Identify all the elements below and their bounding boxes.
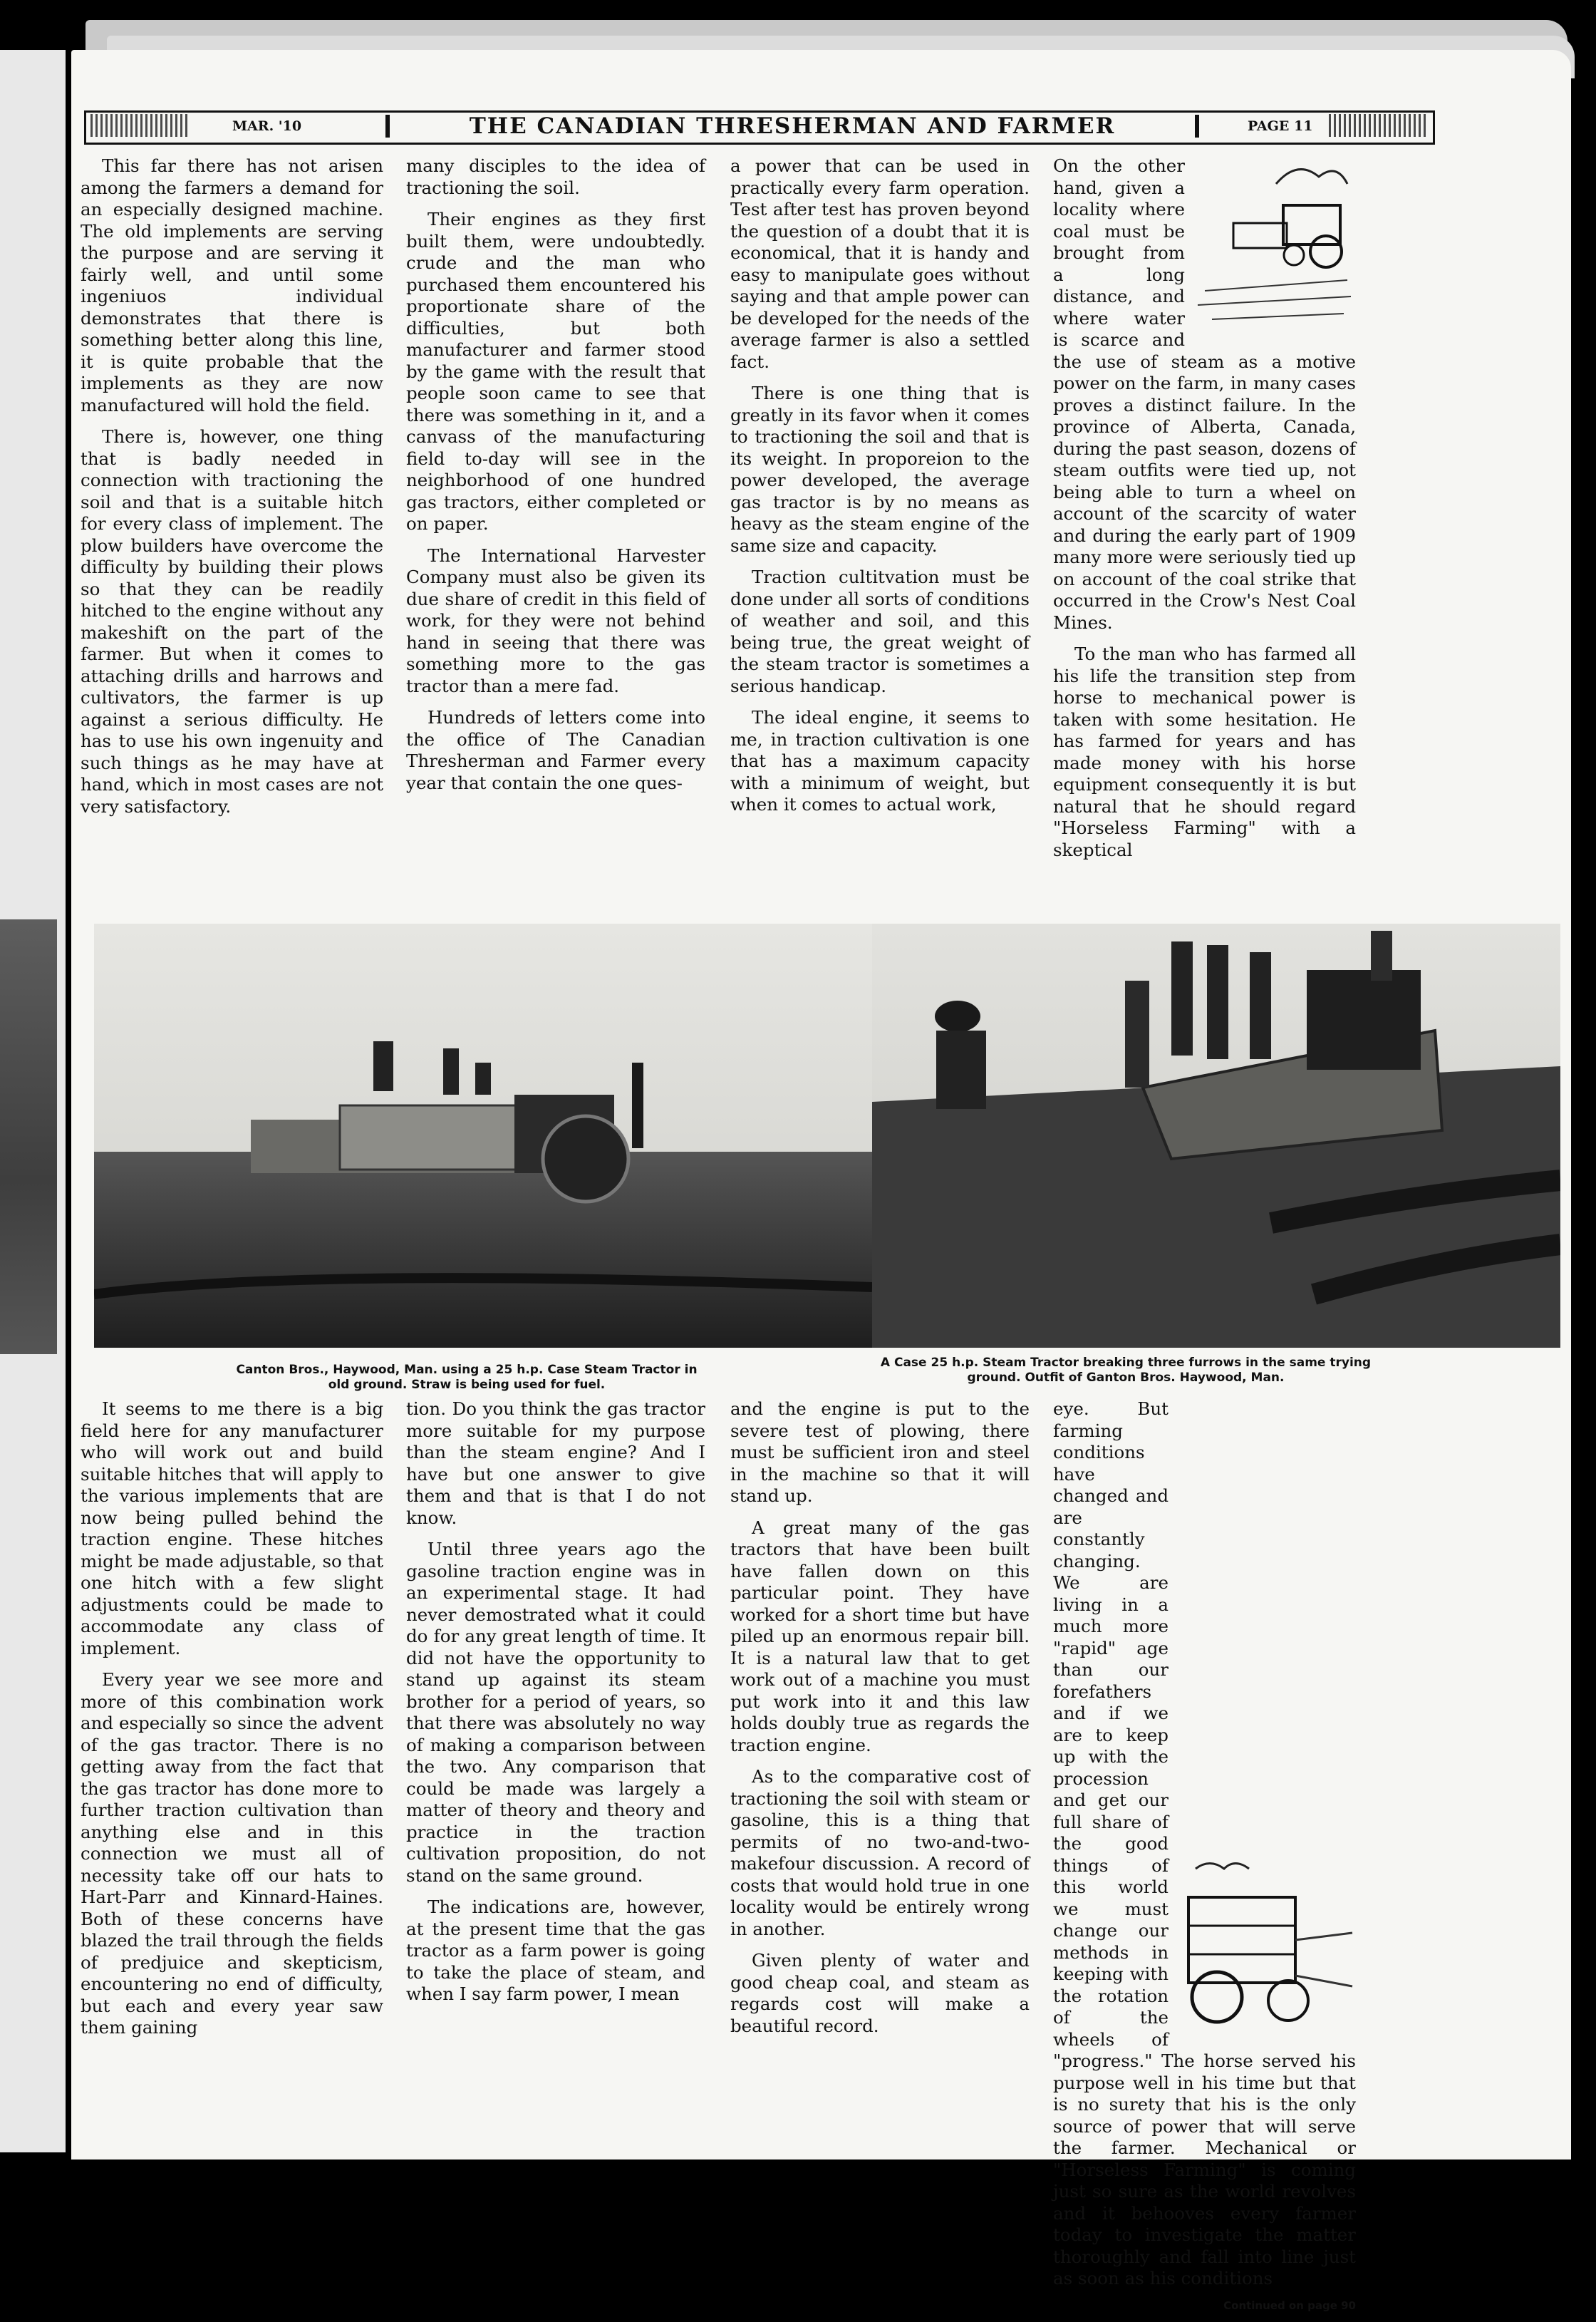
paragraph: There is one thing that is greatly in its favor when it comes to tractioning the soil and that is its weight. In proporeion to the power developed, the average gas tractor is by no means as heavy as the steam engine of the same size and capacity. bbox=[730, 383, 1030, 556]
article-column-bottom-4 bbox=[1053, 1398, 1356, 2322]
paragraph: a power that can be used in practically every farm operation. Test after test has proven beyond the question of a doubt that it is economical, that it is handy and easy to manipulate goes without saying and that ample power can be developed for the needs of the average farmer is also a settled fact. bbox=[730, 155, 1030, 372]
paragraph: The indications are, however, at the present time that the gas tractor as a farm power is going to take the place of steam, and when I say farm power, I mean bbox=[406, 1897, 705, 2004]
continued-notice: Continued on page 90 bbox=[1223, 2298, 1356, 2312]
paragraph: A great many of the gas tractors that have been built have fallen down on this particular point. They have worked for a short time but have piled up an enormous repair bill. It is a natural law that to get work out of a machine you must put work into it and this law holds doubly true as regards the traction engine. bbox=[730, 1517, 1030, 1755]
left-farm-scene-ornament-icon bbox=[90, 114, 190, 137]
paragraph: It seems to me there is a big field here for any manufacturer who will work out and build suitable hitches that will apply to the various implements that are now being pulled behind the traction engine. These hitches might be made adjustable, so that one hitch with a few slight adjustments could be made to accommodate any class of implement. bbox=[81, 1398, 383, 1658]
right-tractor-ornament-icon bbox=[1329, 114, 1429, 137]
article-column-bottom-2 bbox=[406, 1398, 705, 2016]
paragraph: This far there has not arisen among the farmers a demand for an especially designed machine. The old implements are serving the purpose and are serving it fairly well, and until some ingeniuos individual demonstrates that there is something better along this line, it is quite probable that the implements as they are now manufactured will hold the field. bbox=[81, 155, 383, 416]
issue-date: MAR. '10 bbox=[232, 118, 302, 134]
photo-caption-left: Canton Bros., Haywood, Man. using a 25 h.p. Case Steam Tractor in old ground. Straw is being used for fuel. bbox=[236, 1363, 698, 1392]
paragraph: Every year we see more and more of this combination work and especially so since the advent of the gas tractor. There is no getting away from the fact that the gas tractor has done more to further traction cultivation than anything else and in this connection we must all of necessity take off our hats to Hart-Parr and Kinnard-Haines. Both of these concerns have blazed the trail through the fields of predjuice and skepticism, encountering no end of difficulty, but each and every year saw them gaining bbox=[81, 1669, 383, 2038]
paragraph: Until three years ago the gasoline traction engine was in an experimental stage. It had never demostrated what it could do for any great length of time. It did not have the opportunity to stand up against its steam brother for a period of years, so that there was absolutely no way of making a comparison between the two. Any comparison that could be made was largely a matter of theory and theory and practice in the traction cultivation proposition, do not stand on the same ground. bbox=[406, 1539, 705, 1886]
paragraph: Given plenty of water and good cheap coal, and steam as regards cost will make a beautiful record. bbox=[730, 1950, 1030, 2036]
paragraph: and the engine is put to the severe test of plowing, there must be sufficient iron and steel in the machine so that it will stand up. bbox=[730, 1398, 1030, 1506]
paragraph: Traction cultitvation must be done under all sorts of conditions of weather and soil, and this being true, the great weight of the steam tractor is sometimes a serious handicap. bbox=[730, 567, 1030, 696]
paragraph: Hundreds of letters come into the office of The Canadian Thresherman and Farmer every year that contain the one ques- bbox=[406, 707, 705, 793]
paragraph: The International Harvester Company must also be given its due share of credit in this field of work, for they were not behind hand in seeing that there was something more to the gas tractor than a mere fad. bbox=[406, 545, 705, 696]
article-column-top-2 bbox=[406, 155, 705, 804]
steam-tractor-illustration-icon bbox=[1191, 155, 1356, 334]
article-column-top-1 bbox=[81, 155, 383, 827]
paragraph: On the other hand, given a locality where coal must be brought from a long distance, and where water is scarce and the use of steam as a motive power on the farm, in many cases proves a distinct failure. In the province of Alberta, Canada, during the past season, dozens of steam outfits were tied up, not being able to turn a wheel on account of the scarcity of water and during the early part of 1909 many more were seriously tied up on account of the coal strike that occurred in the Crow's Nest Coal Mines. bbox=[1053, 155, 1356, 633]
article-column-top-3 bbox=[730, 155, 1030, 826]
article-column-bottom-1 bbox=[81, 1398, 383, 2049]
harvester-machine-illustration-icon bbox=[1174, 1854, 1356, 2047]
photo-case-steam-tractor-old-ground bbox=[94, 924, 872, 1348]
paragraph: many disciples to the idea of tractioning the soil. bbox=[406, 155, 705, 198]
article-column-top-4 bbox=[1053, 155, 1356, 871]
masthead-banner bbox=[84, 110, 1435, 145]
publication-title: THE CANADIAN THRESHERMAN AND FARMER bbox=[385, 115, 1199, 138]
paragraph: As to the comparative cost of tractioning the soil with steam or gasoline, this is a thing that permits of no two-and-two-makefour discussion. A record of costs that would hold true in one locality would be entirely wrong in another. bbox=[730, 1766, 1030, 1939]
paragraph: To the man who has farmed all his life the transition step from horse to mechanical power is taken with some hesitation. He has farmed for years and has made money with his horse equipment consequently it is but natural that he should regard "Horseless Farming" with a skeptical bbox=[1053, 644, 1356, 860]
adjacent-page-photo-edge bbox=[0, 919, 57, 1354]
paragraph: Their engines as they first built them, were undoubtedly. crude and the man who purchased them encountered his proportionate share of the difficulties, but both manufacturer and farmer stood by the game with the result that people soon came to see that there was something in it, and a canvass of the manufacturing field to-day will see in the neighborhood of one hundred gas tractors, either completed or on paper. bbox=[406, 209, 705, 534]
photo-steam-tractor-breaking-furrows bbox=[872, 924, 1560, 1348]
page-number: PAGE 11 bbox=[1248, 118, 1313, 134]
paragraph: The ideal engine, it seems to me, in traction cultivation is one that has a maximum capacity with a minimum of weight, but when it comes to actual work, bbox=[730, 707, 1030, 815]
paragraph: eye. But farming conditions have changed and are constantly changing. We are living in a much more "rapid" age than our forefathers and if we are to keep up with the procession and get our full share of the good things of this world we must change our methods in keeping with the rotation of the wheels of "progress." The horse served his purpose well in his time but that is no surety that his is the only source of power that will serve the farmer. Mechanical or "Horseless Farming" is coming just so sure as the world revolves and it behooves every farmer today to investigate the matter thoroughly and fall into line just as soon as his conditions bbox=[1053, 1398, 1356, 2289]
paragraph: tion. Do you think the gas tractor more suitable for my purpose than the steam engine? And I have but one answer to give them and that is that I do not know. bbox=[406, 1398, 705, 1528]
photo-caption-right: A Case 25 h.p. Steam Tractor breaking three furrows in the same trying ground. Outfit of Ganton Bros. Haywood, Man. bbox=[880, 1356, 1372, 1385]
paragraph: There is, however, one thing that is badly needed in connection with tractioning the soil and that is a suitable hitch for every class of implement. The plow builders have overcome the difficulty by building their plows so that they can be readily hitched to the engine without any makeshift on the part of the farmer. But when it comes to attaching drills and harrows and cultivators, the farmer is up against a serious difficulty. He has to use his own ingenuity and such things as he may have at hand, which in most cases are not very satisfactory. bbox=[81, 426, 383, 817]
article-column-bottom-3 bbox=[730, 1398, 1030, 2047]
